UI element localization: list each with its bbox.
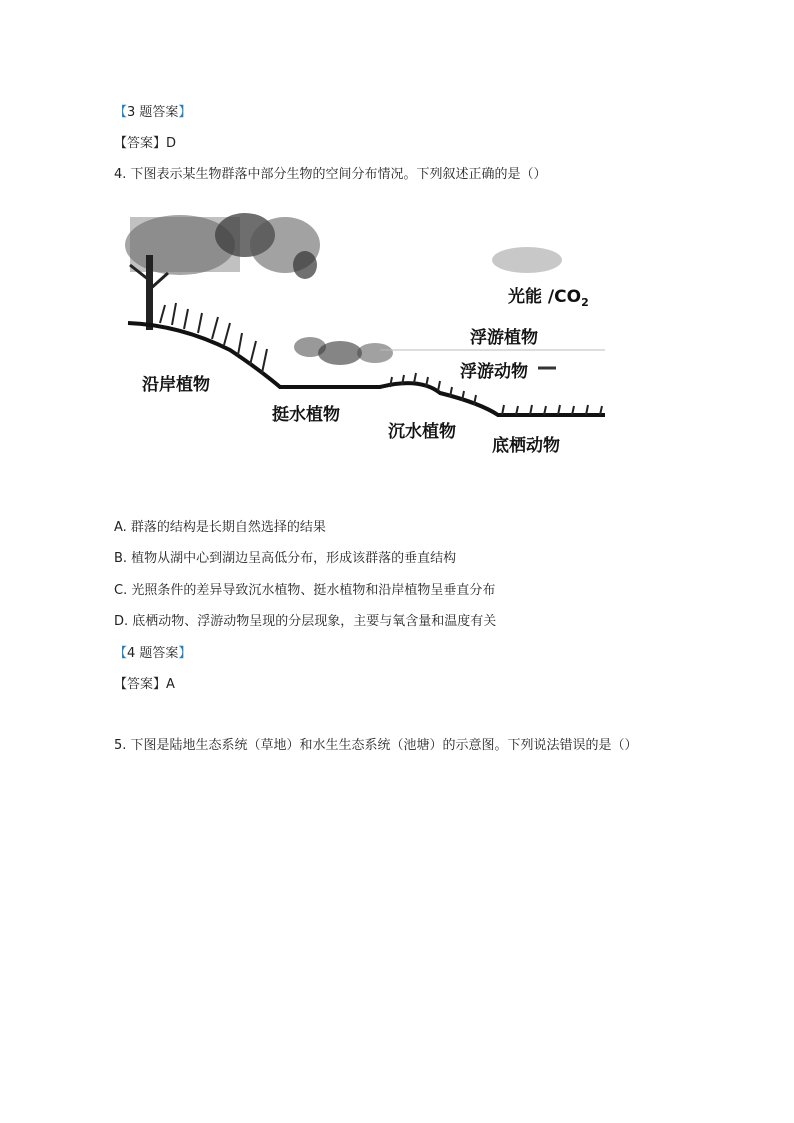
- emergent-plant-clumps: [294, 337, 393, 365]
- bracket-close: 】: [178, 646, 192, 661]
- q5-stem: 5. 下图是陆地生态系统（草地）和水生生态系统（池塘）的示意图。下列说法错误的是（）: [114, 738, 638, 753]
- q4-answer-header: [114, 645, 191, 663]
- q4-option-a: A. 群落的结构是长期自然选择的结果: [114, 520, 326, 535]
- q4-answer: [114, 676, 175, 694]
- shore-plants-label: 沿岸植物: [142, 375, 210, 395]
- phytoplankton-label: 浮游植物: [470, 328, 538, 348]
- submerged-plants-label: 沉水植物: [388, 422, 456, 442]
- bracket-close: 】: [178, 105, 192, 120]
- tree-illustration: [125, 213, 320, 330]
- answer-value: D: [166, 136, 177, 151]
- community-distribution-figure: [120, 205, 620, 467]
- answer-label: 【答案】: [114, 136, 167, 151]
- header-text: 4 题答案: [127, 646, 179, 661]
- q3-answer-header: [114, 104, 191, 122]
- cloud-icon: [492, 247, 562, 273]
- q4-stem: 4. 下图表示某生物群落中部分生物的空间分布情况。下列叙述正确的是（）: [114, 167, 547, 182]
- emergent-plants-label: 挺水植物: [272, 405, 340, 425]
- header-text: 3 题答案: [127, 105, 179, 120]
- q4-option-d: D. 底栖动物、浮游动物呈现的分层现象，主要与氧含量和温度有关: [114, 614, 497, 629]
- bracket-open: 【: [114, 646, 128, 661]
- light-co2-label: 光能 $/CO_2$: [508, 287, 589, 309]
- q4-option-b: B. 植物从湖中心到湖边呈高低分布，形成该群落的垂直结构: [114, 551, 457, 566]
- q3-answer: [114, 135, 176, 153]
- benthic-animals-label: 底栖动物: [492, 436, 560, 456]
- q4-option-c: C. 光照条件的差异导致沉水植物、挺水植物和沿岸植物呈垂直分布: [114, 583, 496, 598]
- answer-value: A: [166, 677, 175, 692]
- zooplankton-label: 浮游动物: [460, 362, 528, 382]
- shore-grass: [160, 303, 267, 373]
- bracket-open: 【: [114, 105, 128, 120]
- answer-label: 【答案】: [114, 677, 167, 692]
